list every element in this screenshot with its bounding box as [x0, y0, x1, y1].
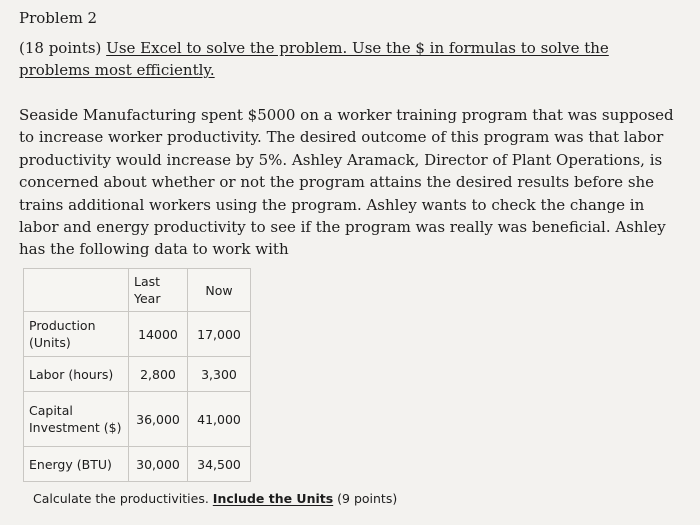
cell-last-year: 2,800 [129, 357, 188, 392]
header-last-year: Last Year [129, 269, 188, 312]
excel-instruction: Use Excel to solve the problem. Use the $ in formulas to solve the problems most efficiently. [19, 39, 609, 79]
problem-instructions [19, 37, 683, 81]
cell-now: 34,500 [188, 447, 251, 482]
cell-now: 17,000 [188, 312, 251, 357]
row-label: Labor (hours) [24, 357, 129, 392]
table-header-row [24, 269, 251, 312]
calculation-instruction [33, 491, 397, 507]
cell-last-year: 36,000 [129, 392, 188, 447]
table-row-labor [24, 357, 251, 392]
table-row-capital [24, 392, 251, 447]
cell-last-year: 14000 [129, 312, 188, 357]
header-corner-cell [24, 269, 129, 312]
productivity-data-table [23, 268, 251, 482]
table-row-production [24, 312, 251, 357]
cell-now: 3,300 [188, 357, 251, 392]
calc-prefix: Calculate the productivities. [33, 491, 213, 506]
include-units-label: Include the Units [212, 491, 334, 506]
table-row-energy [24, 447, 251, 482]
problem-title: Problem 2 [19, 9, 98, 27]
problem-description: Seaside Manufacturing spent $5000 on a worker training program that was supposed to increase worker productivity. The desired outcome of this program was that labor productivity would increase by 5%. Ashley Aramack, Director of Plant Operations, is concerned about whether or not the program attains the desired results before she trains additional workers using the program. Ashley wants to check the change in labor and energy productivity to see if the program was really was beneficial. Ashley has the following data to work with [19, 106, 674, 259]
points-label: (18 points) [19, 39, 102, 57]
header-now: Now [188, 269, 251, 312]
cell-now: 41,000 [188, 392, 251, 447]
calc-points: (9 points) [333, 491, 398, 506]
row-label: Energy (BTU) [24, 447, 129, 482]
cell-last-year: 30,000 [129, 447, 188, 482]
row-label: Production (Units) [24, 312, 129, 357]
row-label: Capital Investment ($) [24, 392, 129, 447]
